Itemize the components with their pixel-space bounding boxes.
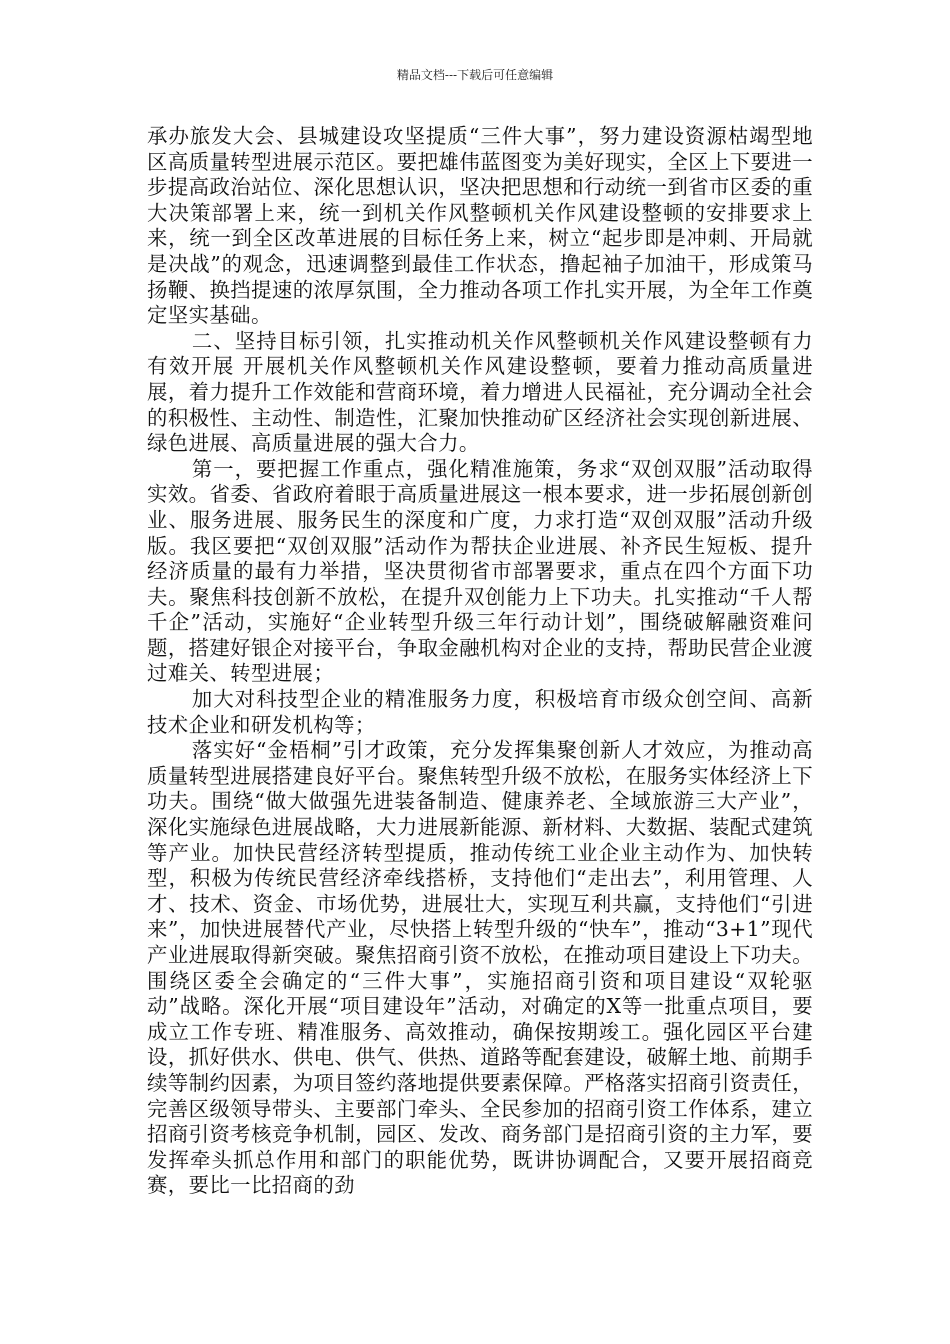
document-body	[147, 124, 813, 1199]
page-header: 精品文档---下载后可任意编辑	[396, 68, 554, 82]
paragraph-3: 第一，要把握工作重点，强化精准施策，务求“双创双服”活动取得实效。省委、省政府着眼于高质量进展这一根本要求，进一步拓展创新创业、服务进展、服务民生的深度和广度，力求打造“双创双服”活动升级版。我区要把“双创双服”活动作为帮扶企业进展、补齐民生短板、提升经济质量的最有力举措，坚决贯彻省市部署要求，重点在四个方面下功夫。聚焦科技创新不放松，在提升双创能力上下功夫。扎实推动“千人帮千企”活动，实施好“企业转型升级三年行动计划”，围绕破解融资难问题，搭建好银企对接平台，争取金融机构对企业的支持，帮助民营企业渡过难关、转型进展；	[147, 456, 813, 686]
paragraph-5: 落实好“金梧桐”引才政策，充分发挥集聚创新人才效应，为推动高质量转型进展搭建良好平台。聚焦转型升级不放松，在服务实体经济上下功夫。围绕“做大做强先进装备制造、健康养老、全域旅游三大产业”，深化实施绿色进展战略，大力进展新能源、新材料、大数据、装配式建筑等产业。加快民营经济转型提质，推动传统工业企业主动作为、加快转型，积极为传统民营经济牵线搭桥，支持他们“走出去”，利用管理、人才、技术、资金、市场优势，进展壮大，实现互利共赢，支持他们“引进来”，加快进展替代产业，尽快搭上转型升级的“快车”，推动“3+1”现代产业进展取得新突破。聚焦招商引资不放松，在推动项目建设上下功夫。围绕区委全会确定的“三件大事”，实施招商引资和项目建设“双轮驱动”战略。深化开展“项目建设年”活动，对确定的X等一批重点项目，要成立工作专班、精准服务、高效推动，确保按期竣工。强化园区平台建设，抓好供水、供电、供气、供热、道路等配套建设，破解土地、前期手续等制约因素，为项目签约落地提供要素保障。严格落实招商引资责任，完善区级领导带头、主要部门牵头、全民参加的招商引资工作体系，建立招商引资考核竞争机制，园区、发改、商务部门是招商引资的主力军，要发挥牵头抓总作用和部门的职能优势，既讲协调配合，又要开展招商竞赛，要比一比招商的劲	[147, 738, 813, 1198]
paragraph-4: 加大对科技型企业的精准服务力度，积极培育市级众创空间、高新技术企业和研发机构等；	[147, 687, 813, 737]
paragraph-1: 承办旅发大会、县城建设攻坚提质“三件大事”，努力建设资源枯竭型地区高质量转型进展示范区。要把雄伟蓝图变为美好现实，全区上下要进一步提高政治站位、深化思想认识，坚决把思想和行动统一到省市区委的重大决策部署上来，统一到机关作风整顿机关作风建设整顿的安排要求上来，统一到全区改革进展的目标任务上来，树立“起步即是冲刺、开局就是决战”的观念，迅速调整到最佳工作状态，撸起袖子加油干，形成策马扬鞭、换挡提速的浓厚氛围，全力推动各项工作扎实开展，为全年工作奠定坚实基础。	[147, 124, 813, 328]
paragraph-2: 二、坚持目标引领，扎实推动机关作风整顿机关作风建设整顿有力有效开展 开展机关作风整顿机关作风建设整顿，要着力推动高质量进展，着力提升工作效能和营商环境，着力增进人民福祉，充分调动全社会的积极性、主动性、制造性，汇聚加快推动矿区经济社会实现创新进展、绿色进展、高质量进展的强大合力。	[147, 328, 813, 456]
